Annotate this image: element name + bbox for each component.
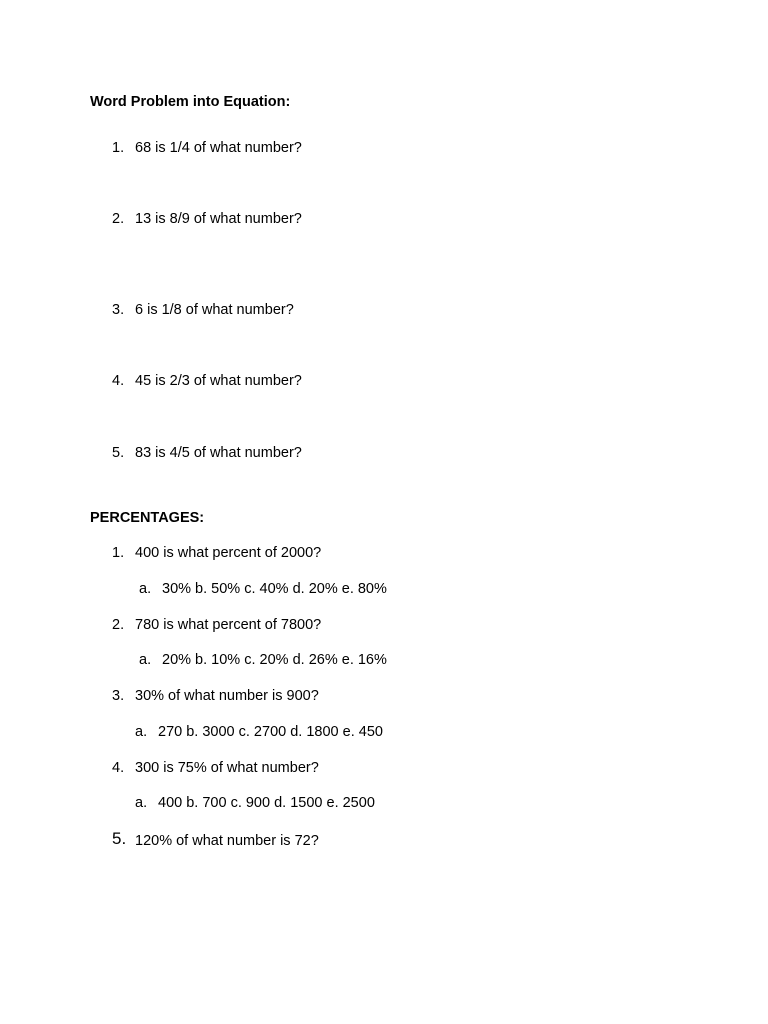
item-number: 2. xyxy=(112,617,125,633)
option-text: 30% b. 50% c. 40% d. 20% e. 80% xyxy=(162,581,387,597)
item-text: 45 is 2/3 of what number? xyxy=(135,373,302,389)
item-number: 4. xyxy=(112,373,125,389)
item-text: 68 is 1/4 of what number? xyxy=(135,140,302,156)
item-number: 1. xyxy=(112,140,125,156)
item-number: 2. xyxy=(112,211,125,227)
item-number: 3. xyxy=(112,302,125,318)
item-text: 30% of what number is 900? xyxy=(135,688,319,704)
item-number: 1. xyxy=(112,545,125,561)
item-text: 300 is 75% of what number? xyxy=(135,760,319,776)
item-text: 400 is what percent of 2000? xyxy=(135,545,322,561)
item-number: 5. xyxy=(112,445,125,461)
item-number: 5. xyxy=(112,829,127,848)
option-text: 270 b. 3000 c. 2700 d. 1800 e. 450 xyxy=(158,724,383,740)
item-text: 13 is 8/9 of what number? xyxy=(135,211,302,227)
option-letter: a. xyxy=(135,724,148,740)
item-number: 4. xyxy=(112,760,125,776)
section-title-word-problems: Word Problem into Equation: xyxy=(90,94,291,110)
option-letter: a. xyxy=(135,795,148,811)
item-text: 6 is 1/8 of what number? xyxy=(135,302,294,318)
item-text: 120% of what number is 72? xyxy=(135,833,319,849)
option-text: 400 b. 700 c. 900 d. 1500 e. 2500 xyxy=(158,795,375,811)
option-text: 20% b. 10% c. 20% d. 26% e. 16% xyxy=(162,652,387,668)
item-text: 83 is 4/5 of what number? xyxy=(135,445,302,461)
item-text: 780 is what percent of 7800? xyxy=(135,617,322,633)
option-letter: a. xyxy=(139,652,152,668)
item-number: 3. xyxy=(112,688,125,704)
option-letter: a. xyxy=(139,581,152,597)
section-title-percentages: PERCENTAGES: xyxy=(90,510,205,526)
